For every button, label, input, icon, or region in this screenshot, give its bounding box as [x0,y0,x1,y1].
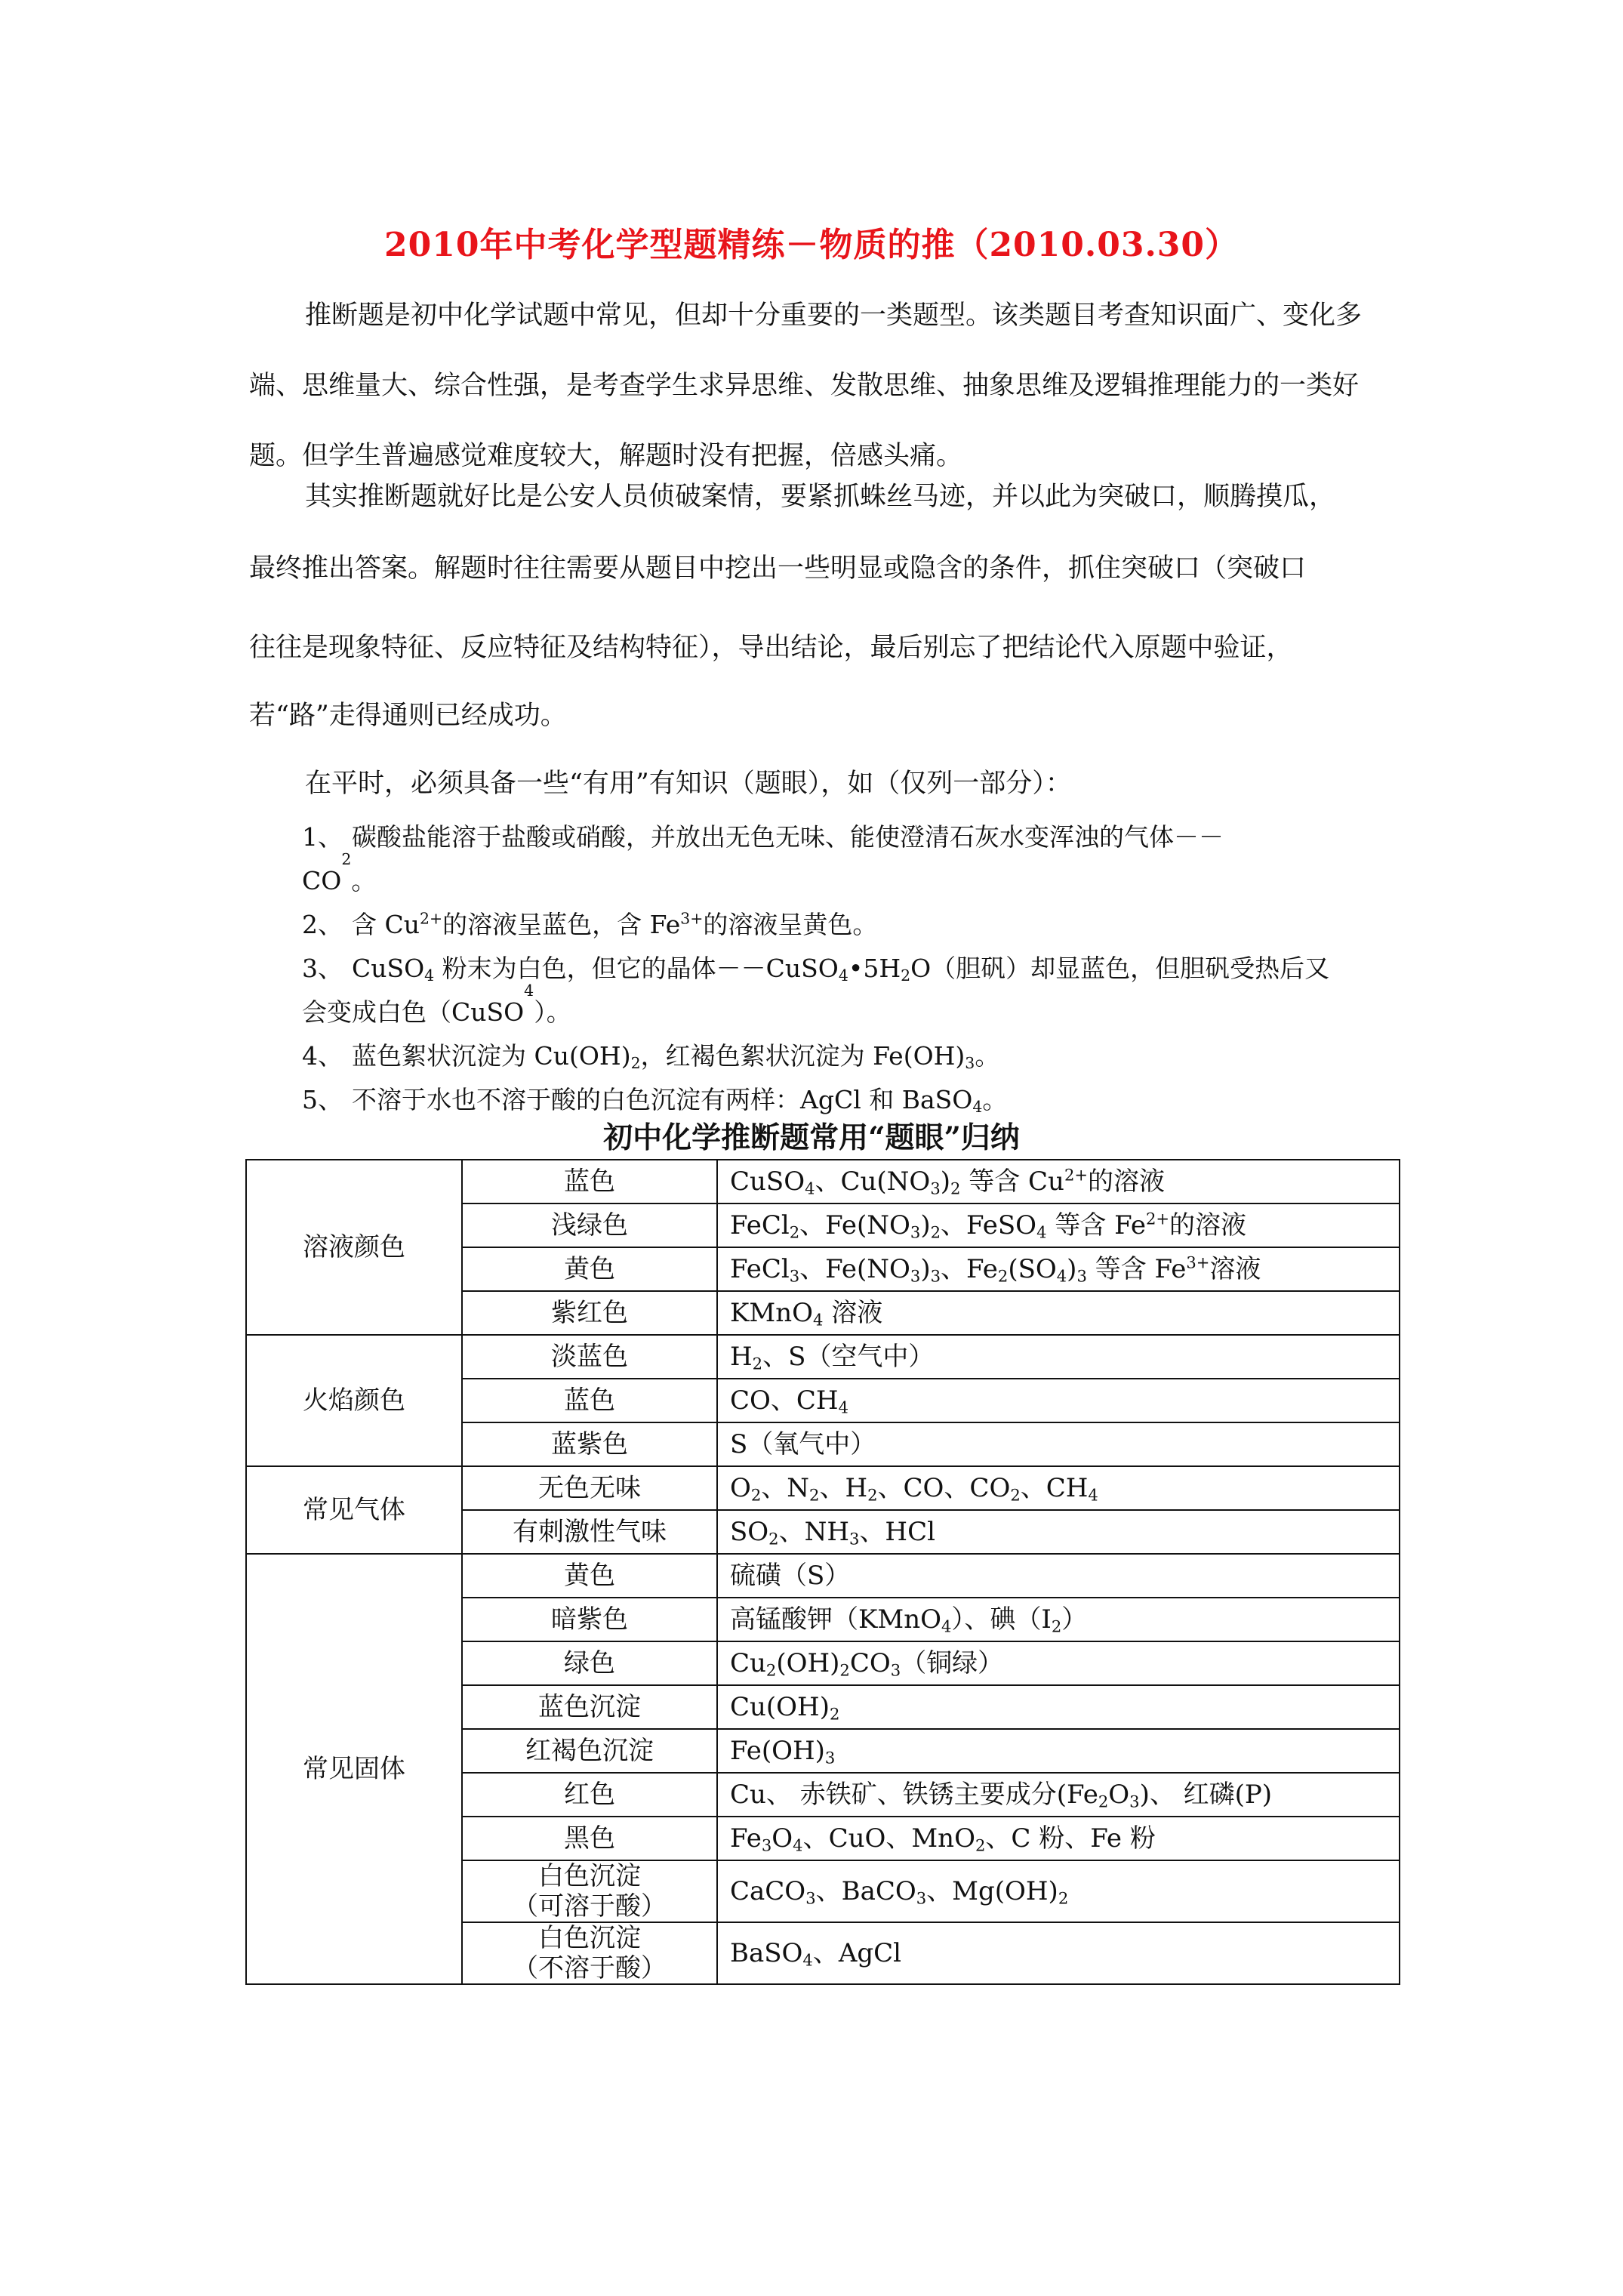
value-cell: S（氧气中） [717,1422,1400,1466]
property-cell: 红褐色沉淀 [462,1729,717,1773]
paragraph-line: 其实推断题就好比是公安人员侦破案情，要紧抓蛛丝马迹，并以此为突破口，顺腾摸瓜， [305,482,1336,512]
value-cell: $Fe(OH)_3$ [717,1729,1400,1773]
property-cell: 白色沉淀 （不溶于酸） [462,1922,717,1984]
property-cell: 蓝色沉淀 [462,1685,717,1729]
value-cell: $O_2$、$N_2$、$H_2$、CO、$CO_2$、$CH_4$ [717,1466,1400,1510]
property-cell: 蓝色 [462,1160,717,1203]
list-text: CuSO$_4$ 粉末为白色，但它的晶体$--CuSO_4•5H_2O$（胆矾）却显蓝色，但胆矾受热后又 [352,954,1330,985]
category-cell: 火焰颜色 [246,1335,462,1466]
value-cell: $SO_2$、$NH_3$、HCl [717,1510,1400,1554]
paragraph-line: 在平时，必须具备一些“有用”有知识（题眼），如（仅列一部分）： [305,769,1072,799]
property-cell: 暗紫色 [462,1598,717,1641]
category-cell: 常见气体 [246,1466,462,1554]
table-title: 初中化学推断题常用“题眼”归纳 [603,1120,1020,1155]
value-cell: Cu、 赤铁矿、铁锈主要成分$(Fe_2O_3)$、 红磷(P) [717,1773,1400,1817]
value-cell: KMnO$_4$ 溶液 [717,1291,1400,1335]
property-cell: 有刺激性气味 [462,1510,717,1554]
property-cell: 白色沉淀 （可溶于酸） [462,1860,717,1922]
value-cell: $Cu_2(OH)_2CO_3$（铜绿） [717,1641,1400,1685]
intro-paragraph: 推断题是初中化学试题中常见，但却十分重要的一类题型。该类题目考查知识面广、变化多端、思维量大、综合性强，是考查学生求异思维、发散思维、抽象思维及逻辑推理能力的一类好题。但学生普遍感觉难度较大，解题时没有把握，倍感头痛。 [249,300,1363,471]
knowledge-list [302,815,1404,1122]
list-text-continued: 会变成白色（CuSO 4 ）。 [302,982,571,1027]
value-cell: BaSO$_4$、AgCl [717,1922,1400,1984]
value-cell: 硫磺（S） [717,1554,1400,1598]
table-row [246,1554,1400,1598]
value-cell: $Cu(OH)_2$ [717,1685,1400,1729]
table-row [246,1466,1400,1510]
value-cell: CuSO$_4$、$Cu(NO_3)_2$ 等含 $Cu^{2+}$的溶液 [717,1160,1400,1203]
value-cell: CO、$CH_4$ [717,1379,1400,1422]
summary-table [245,1159,1400,1985]
list-item [302,903,1404,947]
list-item [302,1034,1404,1078]
property-cell: 黄色 [462,1554,717,1598]
value-cell: $H_2$、S（空气中） [717,1335,1400,1379]
table-row [246,1160,1400,1203]
value-cell: FeCl$_2$、$Fe(NO_3)_2$、FeSO$_4$ 等含 $Fe^{2+}$的溶液 [717,1203,1400,1247]
list-text: 含 $Cu^{2+}$的溶液呈蓝色，含 $Fe^{3+}$的溶液呈黄色。 [352,909,878,939]
value-cell: 高锰酸钾（KMnO$_4$）、碘$(I_2)$ [717,1598,1400,1641]
list-number: 4、 [302,1041,343,1071]
property-cell: 绿色 [462,1641,717,1685]
property-cell: 蓝色 [462,1379,717,1422]
page-title: 2010年中考化学型题精练－物质的推（2010.03.30） [383,226,1240,264]
property-cell: 黑色 [462,1817,717,1860]
property-cell: 紫红色 [462,1291,717,1335]
property-cell: 黄色 [462,1247,717,1291]
list-number: 5、 [302,1085,343,1114]
list-item [302,947,1404,1034]
value-cell: $Fe_3O_4$、CuO、MnO$_2$、C 粉、Fe 粉 [717,1817,1400,1860]
property-cell: 淡蓝色 [462,1335,717,1379]
category-cell: 常见固体 [246,1554,462,1984]
value-cell: FeCl$_3$、$Fe(NO_3)_3$、$Fe_2(SO_4)_3$ 等含 $Fe^{3+}$溶液 [717,1247,1400,1291]
property-cell: 红色 [462,1773,717,1817]
category-cell: 溶液颜色 [246,1160,462,1335]
table-row [246,1335,1400,1379]
list-text-continued: CO 2 。 [302,850,377,895]
paragraph-line: 往往是现象特征、反应特征及结构特征），导出结论，最后别忘了把结论代入原题中验证， [249,633,1293,663]
paragraph-line: 最终推出答案。解题时往往需要从题目中挖出一些明显或隐含的条件，抓住突破口（突破口 [249,553,1307,584]
list-number: 3、 [302,954,343,983]
list-number: 1、 [302,822,343,852]
list-item [302,815,1404,903]
list-text: 不溶于水也不溶于酸的白色沉淀有两样：AgCl 和 BaSO$_4$。 [352,1085,1008,1117]
list-text: 蓝色絮状沉淀为 $Cu(OH)_2$，红褐色絮状沉淀为 $Fe(OH)_3$。 [352,1041,1000,1073]
property-cell: 无色无味 [462,1466,717,1510]
value-cell: CaCO$_3$、BaCO$_3$、$Mg(OH)_2$ [717,1860,1400,1922]
property-cell: 浅绿色 [462,1203,717,1247]
paragraph-line: 若“路”走得通则已经成功。 [249,701,567,731]
property-cell: 蓝紫色 [462,1422,717,1466]
list-text: 碳酸盐能溶于盐酸或硝酸，并放出无色无味、能使澄清石灰水变浑浊的气体－－ [352,822,1224,852]
list-number: 2、 [302,910,343,939]
